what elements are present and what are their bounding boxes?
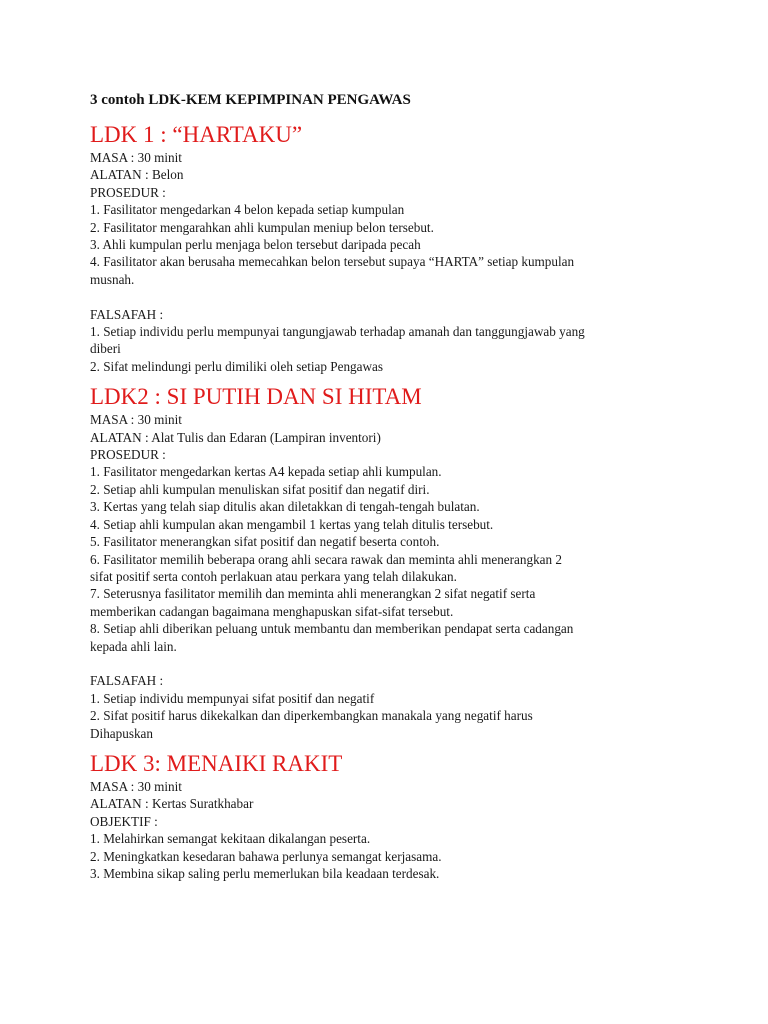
step-line: 3. Ahli kumpulan perlu menjaga belon tersebut daripada pecah <box>90 237 421 253</box>
step-line: 4. Fasilitator akan berusaha memecahkan belon tersebut supaya “HARTA” setiap kumpulan <box>90 254 575 270</box>
ldk-section-1 <box>90 121 690 375</box>
falsafah-label: FALSAFAH : <box>90 673 164 689</box>
step-line: sifat positif serta contoh perlakuan atau perkara yang telah dilakukan. <box>90 568 457 584</box>
alatan-line: ALATAN : Belon <box>90 167 184 183</box>
masa-line: MASA : 30 minit <box>90 412 182 428</box>
step-line: 3. Kertas yang telah siap ditulis akan diletakkan di tengah-tengah bulatan. <box>90 499 480 515</box>
prosedur-label: PROSEDUR : <box>90 447 166 463</box>
section-heading: LDK 3: MENAIKI RAKIT <box>90 750 343 776</box>
objective-line: 1. Melahirkan semangat kekitaan dikalangan peserta. <box>90 831 371 847</box>
falsafah-line: 1. Setiap individu perlu mempunyai tangungjawab terhadap amanah dan tanggungjawab yang <box>90 324 585 340</box>
step-line: 7. Seterusnya fasilitator memilih dan meminta ahli menerangkan 2 sifat negatif serta <box>90 586 536 602</box>
masa-line: MASA : 30 minit <box>90 150 182 165</box>
step-line: 5. Fasilitator menerangkan sifat positif dan negatif beserta contoh. <box>90 534 440 550</box>
step-line: musnah. <box>90 271 135 287</box>
falsafah-line: 2. Sifat positif harus dikekalkan dan diperkembangkan manakala yang negatif harus <box>90 708 533 724</box>
document-content <box>90 91 690 882</box>
step-line: memberikan cadangan bagaimana menghapuskan sifat-sifat tersebut. <box>90 603 454 619</box>
document-title: 3 contoh LDK-KEM KEPIMPINAN PENGAWAS <box>90 92 411 108</box>
ldk-section-2 <box>90 383 690 742</box>
step-line: 2. Setiap ahli kumpulan menuliskan sifat positif dan negatif diri. <box>90 481 430 497</box>
objective-line: 2. Meningkatkan kesedaran bahawa perlunya semangat kerjasama. <box>90 848 442 864</box>
falsafah-line: Dihapuskan <box>90 725 153 741</box>
masa-line: MASA : 30 minit <box>90 778 182 794</box>
step-line: kepada ahli lain. <box>90 638 177 654</box>
alatan-line: ALATAN : Kertas Suratkhabar <box>90 796 254 812</box>
ldk-section-3 <box>90 750 690 882</box>
objective-line: 3. Membina sikap saling perlu memerlukan bila keadaan terdesak. <box>90 866 440 881</box>
section-heading: LDK 1 : “HARTAKU” <box>90 122 303 147</box>
falsafah-line: 2. Sifat melindungi perlu dimiliki oleh setiap Pengawas <box>90 358 384 374</box>
step-line: 2. Fasilitator mengarahkan ahli kumpulan meniup belon tersebut. <box>90 219 434 235</box>
step-line: 8. Setiap ahli diberikan peluang untuk membantu dan memberikan pendapat serta cadangan <box>90 621 574 637</box>
alatan-line: ALATAN : Alat Tulis dan Edaran (Lampiran inventori) <box>90 429 381 445</box>
step-line: 4. Setiap ahli kumpulan akan mengambil 1 kertas yang telah ditulis tersebut. <box>90 516 494 532</box>
falsafah-label: FALSAFAH : <box>90 306 164 322</box>
section-heading: LDK2 : SI PUTIH DAN SI HITAM <box>90 384 422 410</box>
step-line: 1. Fasilitator mengedarkan 4 belon kepada setiap kumpulan <box>90 202 405 218</box>
step-line: 1. Fasilitator mengedarkan kertas A4 kepada setiap ahli kumpulan. <box>90 464 442 480</box>
falsafah-line: diberi <box>90 341 121 357</box>
prosedur-label: PROSEDUR : <box>90 184 166 200</box>
objektif-label: OBJEKTIF : <box>90 813 158 829</box>
step-line: 6. Fasilitator memilih beberapa orang ahli secara rawak dan meminta ahli menerangkan 2 <box>90 551 563 567</box>
falsafah-line: 1. Setiap individu mempunyai sifat positif dan negatif <box>90 690 375 706</box>
